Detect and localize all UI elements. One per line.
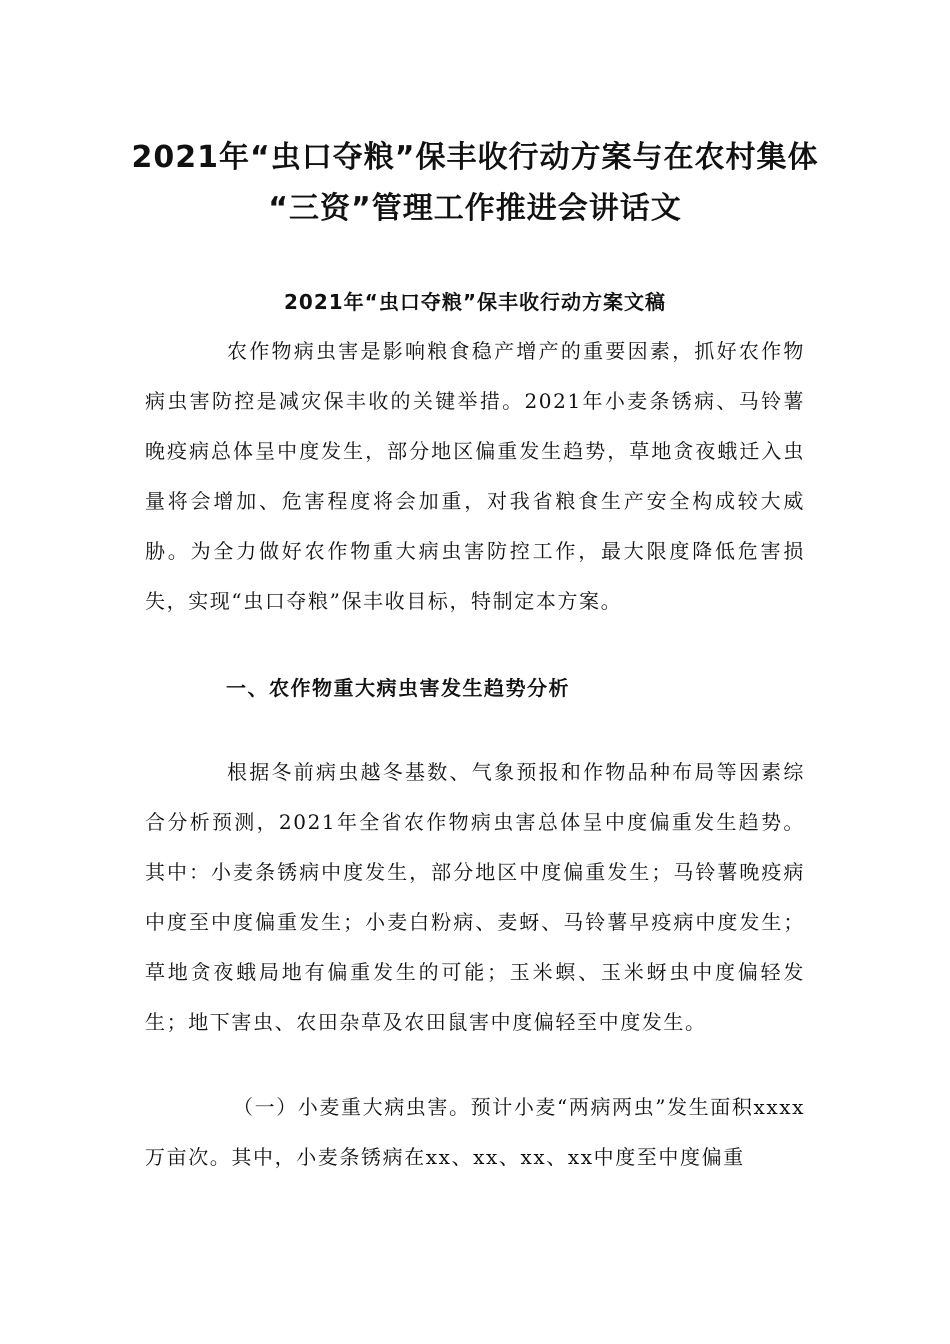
section-heading-1: 一、农作物重大病虫害发生趋势分析 <box>226 676 570 700</box>
body-paragraph-trend-analysis: 根据冬前病虫越冬基数、气象预报和作物品种布局等因素综合分析预测，2021年全省农作物病虫害总体呈中度偏重发生趋势。其中：小麦条锈病中度发生，部分地区中度偏重发生；马铃薯晚疫病中度至中度偏重发生；小麦白粉病、麦蚜、马铃薯早疫病中度发生；草地贪夜蛾局地有偏重发生的可能；玉米螟、玉米蚜虫中度偏轻发生；地下害虫、农田杂草及农田鼠害中度偏轻至中度发生。 <box>145 760 805 1034</box>
document-subtitle: 2021年“虫口夺粮”保丰收行动方案文稿 <box>284 290 666 314</box>
body-paragraph-wheat-pests: （一）小麦重大病虫害。预计小麦“两病两虫”发生面积xxxx万亩次。其中，小麦条锈病在xx、xx、xx、xx中度至中度偏重 <box>145 1095 805 1169</box>
body-paragraph-intro: 农作物病虫害是影响粮食稳产增产的重要因素，抓好农作物病虫害防控是减灾保丰收的关键举措。2021年小麦条锈病、马铃薯晚疫病总体呈中度发生，部分地区偏重发生趋势，草地贪夜蛾迁入虫量将会增加、危害程度将会加重，对我省粮食生产安全构成较大威胁。为全力做好农作物重大病虫害防控工作，最大限度降低危害损失，实现“虫口夺粮”保丰收目标，特制定本方案。 <box>145 339 805 613</box>
document-title-line-1: 2021年“虫口夺粮”保丰收行动方案与在农村集体 <box>131 140 819 175</box>
document-title-line-2: “三资”管理工作推进会讲话文 <box>268 191 682 226</box>
